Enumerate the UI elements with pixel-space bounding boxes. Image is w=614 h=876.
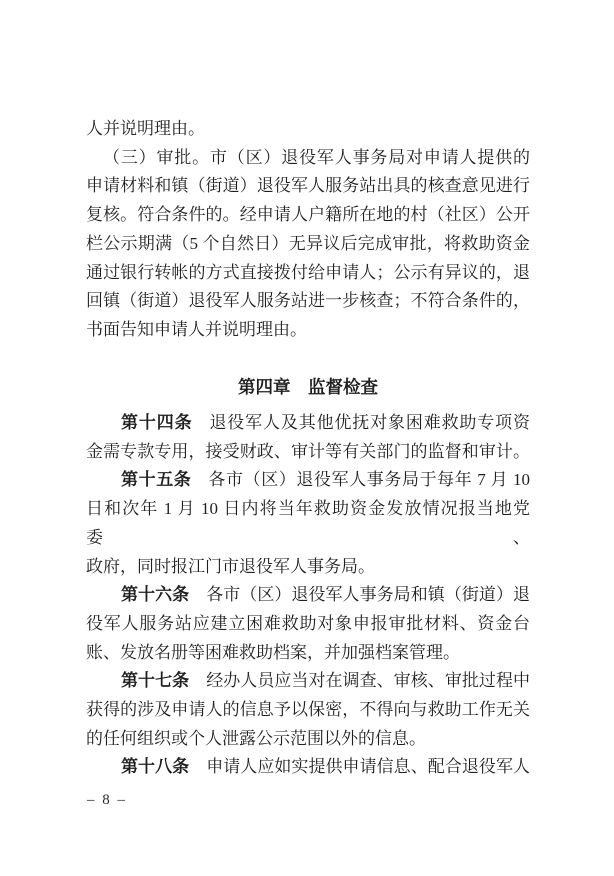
clause-number: 第十八条: [121, 757, 190, 777]
clause-line: [86, 667, 530, 696]
clause-line: [86, 409, 530, 438]
text-line: 日和次年 1 月 10 日内将当年救助资金发放情况报当地党委、: [86, 499, 530, 547]
clause-line: [86, 753, 530, 782]
text-line: 复核。符合条件的。经申请人户籍所在地的村（社区）公开: [86, 205, 530, 225]
clause-text: 退役军人及其他优抚对象困难救助专项资: [209, 413, 531, 433]
text-line: 政府，同时报江门市退役军人事务局。: [86, 556, 375, 576]
text-line: 人并说明理由。: [86, 119, 205, 138]
text-line: （三）审批。市（区）退役军人事务局对申请人提供的: [103, 147, 530, 167]
text-line: 回镇（街道）退役军人服务站进一步核查；不符合条件的，: [86, 291, 530, 311]
text-line: 役军人服务站应建立困难救助对象申报审批材料、资金台: [86, 613, 530, 633]
text-line: 获得的涉及申请人的信息予以保密，不得向与救助工作无关: [86, 700, 530, 720]
clause-text: 经办人员应当对在调查、审核、审批过程中: [206, 671, 531, 691]
clause-number: 第十七条: [121, 671, 190, 691]
clause-line: [86, 581, 530, 610]
text-line: 的任何组织或个人泄露公示范围以外的信息。: [86, 728, 426, 748]
text-line: 通过银行转帐的方式直接拨付给申请人；公示有异议的，退: [86, 262, 530, 282]
clause-number: 第十五条: [121, 470, 192, 490]
blank-line: [86, 345, 530, 374]
clause-number: 第十六条: [121, 585, 190, 605]
chapter-heading: 第四章 监督检查: [238, 377, 378, 398]
text-line: 书面告知申请人并说明理由。: [86, 319, 307, 339]
document-body: [86, 115, 530, 782]
page-number: – 8 –: [87, 792, 127, 808]
clause-text: 申请人应如实提供申请信息、配合退役军人: [206, 757, 531, 777]
text-line: 账、发放名册等困难救助档案，并加强档案管理。: [86, 642, 460, 662]
text-line: 金需专款专用，接受财政、审计等有关部门的监督和审计。: [86, 441, 530, 461]
text-line: 申请材料和镇（街道）退役军人服务站出具的核查意见进行: [86, 176, 530, 196]
clause-text: 各市（区）退役军人事务局于每年 7 月 10: [208, 470, 531, 490]
text-line: 栏公示期满（5 个自然日）无异议后完成审批，将救助资金: [86, 233, 530, 253]
clause-text: 各市（区）退役军人事务局和镇（街道）退: [206, 585, 531, 605]
clause-line: [86, 466, 530, 495]
clause-number: 第十四条: [121, 413, 193, 433]
